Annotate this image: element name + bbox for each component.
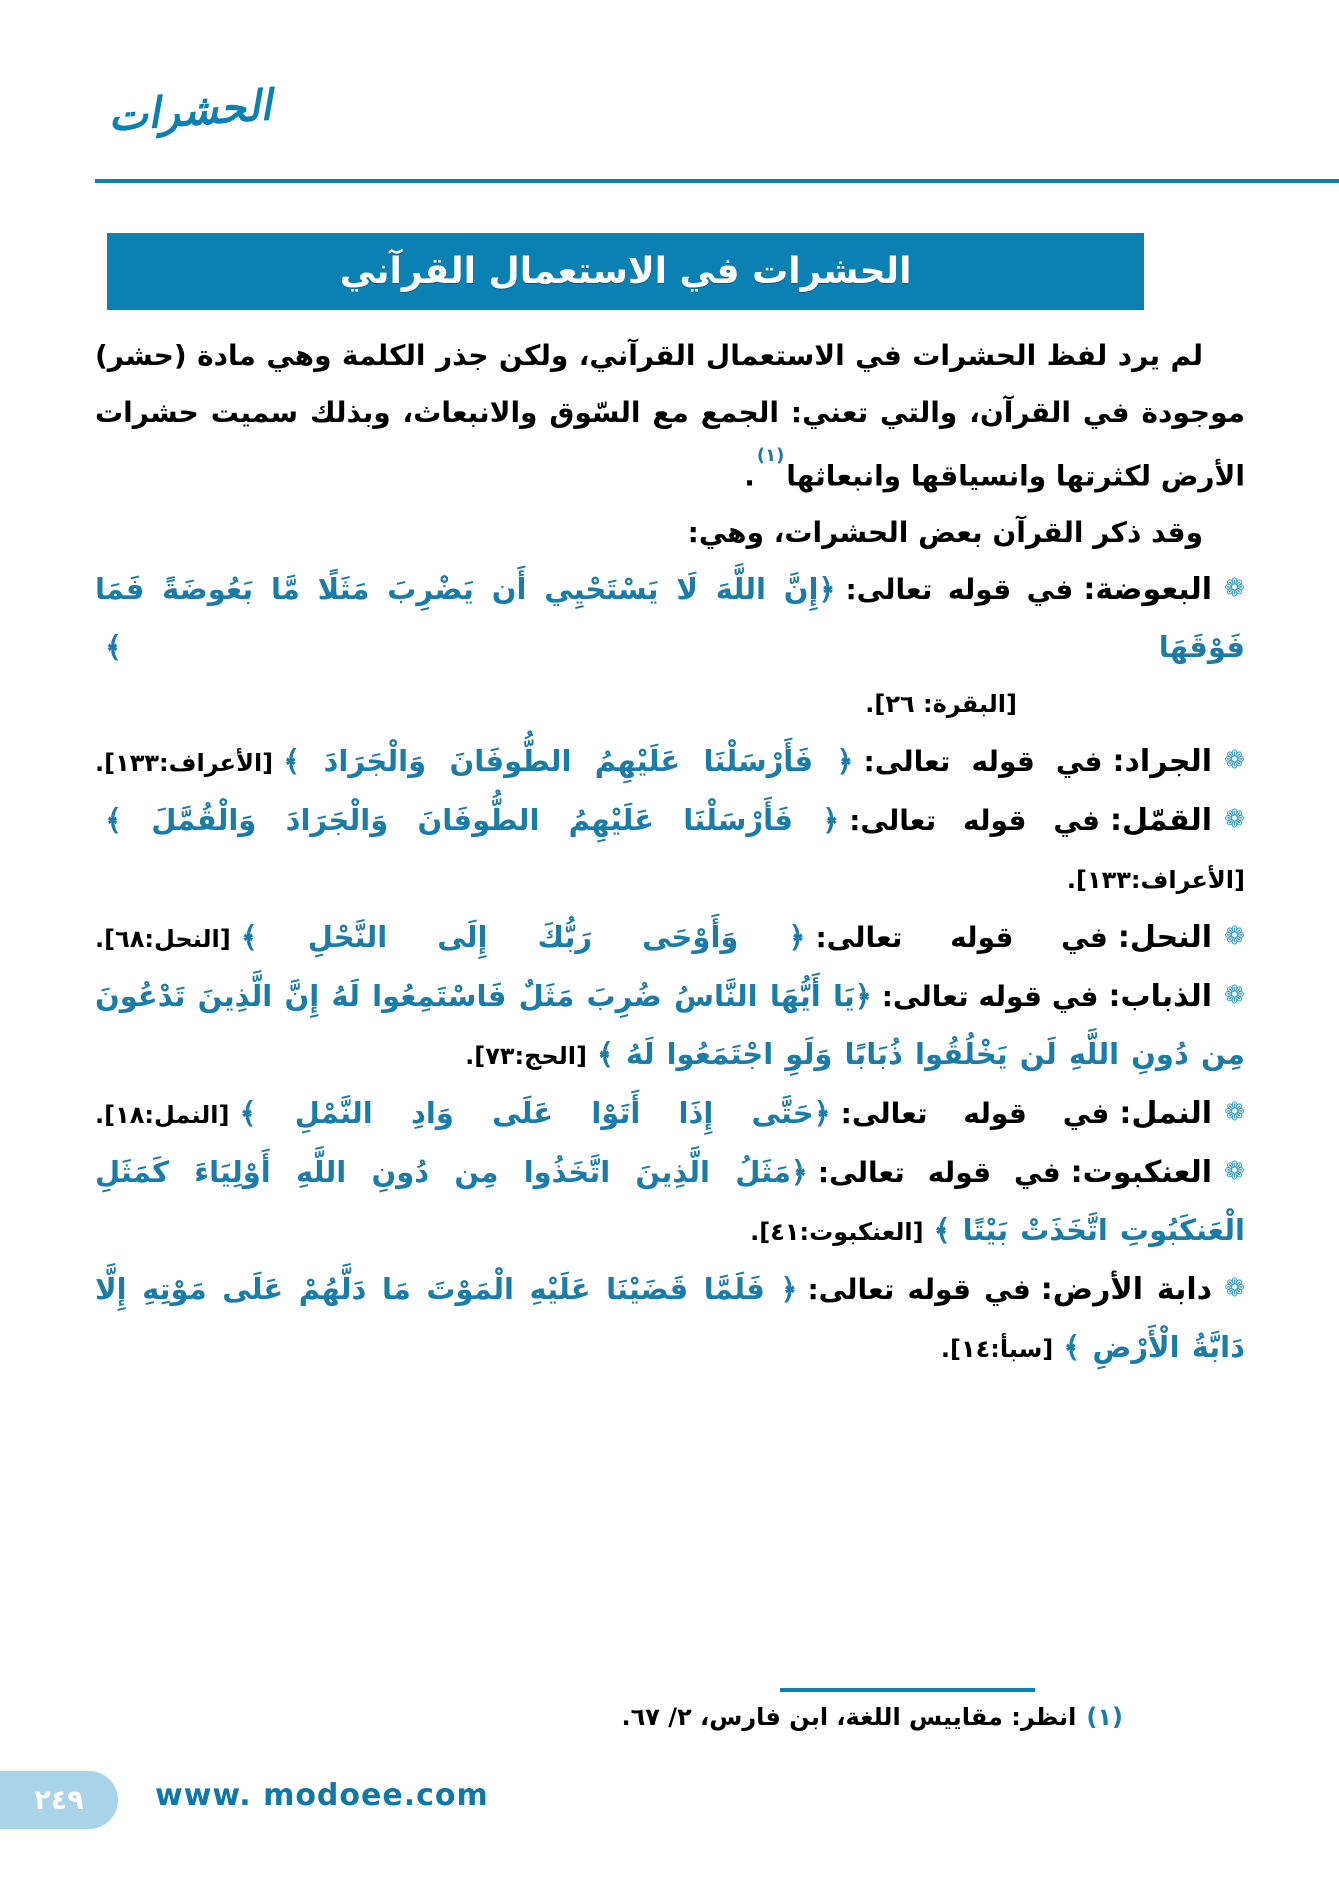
verse-reference: [النحل:٦٨]. — [95, 925, 231, 954]
sentence-end: . — [744, 459, 755, 493]
quote-lead: في قوله تعالى: — [807, 1273, 1031, 1307]
insect-list — [95, 561, 1245, 1378]
verse-reference: [الأعراف:١٣٣]. — [95, 749, 274, 778]
insect-item — [95, 1261, 1245, 1378]
quran-verse: ﴿مَثَلُ الَّذِينَ اتَّخَذُوا مِن دُونِ اللَّهِ أَوْلِيَاءَ كَمَثَلِ الْعَنكَبُوتِ اتَّخَذَتْ بَيْتًا ﴾ — [95, 1155, 1245, 1248]
quote-lead: في قوله تعالى: — [881, 980, 1099, 1014]
quran-verse: ﴿ وَأَوْحَى رَبُّكَ إِلَى النَّحْلِ ﴾ — [240, 920, 806, 955]
flower-bullet-icon: ❁ — [1224, 573, 1245, 603]
quran-verse: ﴿ فَأَرْسَلْنَا عَلَيْهِمُ الطُّوفَانَ وَالْجَرَادَ ﴾ — [283, 744, 854, 779]
quran-verse: ﴿حَتَّى إِذَا أَتَوْا عَلَى وَادِ النَّمْلِ ﴾ — [239, 1096, 831, 1131]
intro-text: لم يرد لفظ الحشرات في الاستعمال القرآني، ولكن جذر الكلمة وهي مادة (حشر) موجودة في القرآن، والتي تعني: الجمع مع السّوق والانبعاث، وبذلك سميت حشرات الأرض لكثرتها وانسياقها وانبعاثها — [95, 339, 1245, 493]
quote-lead: في قوله تعالى: — [863, 745, 1103, 779]
running-head-calligraphy: الحشرات — [106, 80, 273, 141]
page-number: ٢٤٩ — [34, 1784, 84, 1816]
quote-lead: في قوله تعالى: — [840, 1097, 1110, 1131]
insect-item — [95, 1144, 1245, 1261]
insect-name: الجراد: — [1112, 744, 1213, 780]
insect-item — [95, 733, 1245, 792]
page-number-badge — [0, 1771, 118, 1829]
footnote-number: (١) — [1086, 1703, 1123, 1731]
insect-item — [95, 909, 1245, 968]
page-content — [95, 327, 1245, 1378]
insect-name: العنكبوت: — [1070, 1155, 1213, 1191]
insect-name: النحل: — [1117, 920, 1213, 956]
insect-item — [95, 968, 1245, 1085]
verse-reference: [سبأ:١٤]. — [940, 1335, 1054, 1364]
flower-bullet-icon: ❁ — [1224, 1156, 1245, 1186]
section-banner — [107, 233, 1144, 310]
quote-lead: في قوله تعالى: — [817, 1156, 1061, 1190]
lead-in-line: وقد ذكر القرآن بعض الحشرات، وهي: — [687, 516, 1203, 550]
insect-name: القمّل: — [1110, 803, 1213, 839]
flower-bullet-icon: ❁ — [1224, 1273, 1246, 1303]
footnote-divider — [780, 1688, 1035, 1692]
quote-lead: في قوله تعالى: — [849, 804, 1101, 838]
insect-name: دابة الأرض: — [1040, 1272, 1213, 1308]
verse-reference: [العنكبوت:٤١]. — [750, 1218, 924, 1247]
quran-verse: ﴿ فَلَمَّا قَضَيْنَا عَلَيْهِ الْمَوْتَ مَا دَلَّهُمْ عَلَى مَوْتِهِ إِلَّا دَابَّةُ الْأَرْضِ ﴾ — [95, 1272, 1245, 1365]
insect-name: البعوضة: — [1083, 572, 1213, 608]
section-title: الحشرات في الاستعمال القرآني — [339, 251, 912, 292]
footnote-text: انظر: مقاييس اللغة، ابن فارس، ٢/ ٦٧. — [621, 1703, 1077, 1731]
footnote-reference-marker: (١) — [756, 445, 785, 466]
insect-item — [95, 792, 1245, 909]
verse-reference: [النمل:١٨]. — [95, 1101, 230, 1130]
flower-bullet-icon: ❁ — [1224, 804, 1245, 834]
quote-lead: في قوله تعالى: — [815, 921, 1108, 955]
insect-item — [95, 1085, 1245, 1144]
verse-reference: [الأعراف:١٣٣]. — [1066, 866, 1245, 895]
flower-bullet-icon: ❁ — [1224, 980, 1245, 1010]
quran-verse: ﴿يَا أَيُّهَا النَّاسُ ضُرِبَ مَثَلٌ فَاسْتَمِعُوا لَهُ إِنَّ الَّذِينَ تَدْعُونَ مِن دُونِ اللَّهِ لَن يَخْلُقُوا ذُبَابًا وَلَوِ اجْتَمَعُوا لَهُ ﴾ — [95, 979, 1245, 1072]
website-link[interactable]: www. modoee.com — [155, 1778, 489, 1813]
header-rule — [95, 179, 1339, 183]
verse-reference: [الحج:٧٣]. — [465, 1042, 587, 1071]
quote-lead: في قوله تعالى: — [845, 573, 1074, 607]
verse-reference: [البقرة: ٢٦]. — [865, 690, 1017, 719]
footnote — [622, 1700, 1123, 1734]
insect-name: الذباب: — [1108, 979, 1213, 1015]
flower-bullet-icon: ❁ — [1224, 745, 1245, 775]
flower-bullet-icon: ❁ — [1224, 921, 1245, 951]
insect-item — [95, 561, 1245, 733]
quran-verse: ﴿ فَأَرْسَلْنَا عَلَيْهِمُ الطُّوفَانَ وَالْجَرَادَ وَالْقُمَّلَ ﴾ — [105, 803, 840, 838]
intro-paragraph — [95, 327, 1245, 504]
insect-name: النمل: — [1119, 1096, 1213, 1132]
quran-verse: ﴿إِنَّ اللَّهَ لَا يَسْتَحْيِي أَن يَضْرِبَ مَثَلًا مَّا بَعُوضَةً فَمَا فَوْقَهَا ﴾ — [95, 572, 1245, 665]
flower-bullet-icon: ❁ — [1224, 1097, 1246, 1127]
